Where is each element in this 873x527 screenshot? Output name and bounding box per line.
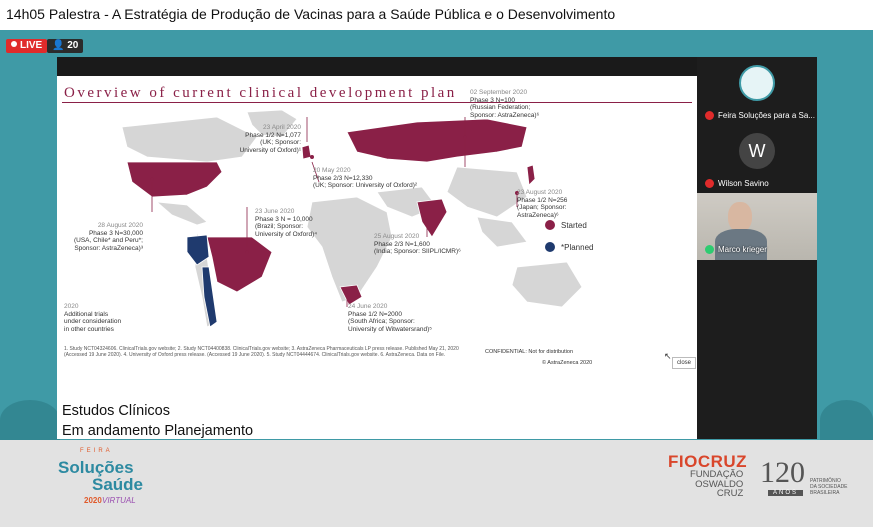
annotation-line: Phase 2/3 N=12,330	[313, 174, 373, 182]
live-dot-icon	[11, 41, 17, 47]
feira-title-2: Saúde	[92, 475, 144, 494]
planned-swatch-icon	[545, 242, 555, 252]
annotation-line: AstraZeneca)⁶	[517, 211, 559, 219]
feira-title-1: Soluções	[58, 458, 134, 477]
fundacao-line: CRUZ	[716, 488, 744, 499]
window-title: 14h05 Palestra - A Estratégia de Produção de Vacinas para a Saúde Pública e o Desenvolvimento	[6, 6, 616, 22]
annotation-date: 23 June 2020	[255, 208, 295, 215]
copyright-note: © AstraZeneca 2020	[542, 360, 593, 366]
annotation-line: (USA, Chile* and Peru*;	[73, 237, 143, 244]
annotation-line: Phase 3 N=100	[470, 96, 515, 104]
participant-name	[705, 179, 769, 188]
annotation-line: Phase 1/2 N=2000	[348, 310, 403, 318]
caption-line-1: Estudos Clínicos	[62, 403, 170, 419]
title-rule	[62, 102, 692, 103]
annotation-line: (UK; Sponsor: University of Oxford)²	[313, 182, 418, 189]
background-decoration	[0, 400, 60, 440]
annotation-line: (Russian Federation;	[470, 104, 531, 111]
annotation-line: Phase 3 N = 10,000	[255, 215, 313, 223]
feira-virtual: VIRTUAL	[102, 496, 136, 505]
fundacao-text	[690, 470, 743, 499]
japan	[527, 165, 535, 185]
legend-label: Started	[561, 221, 587, 230]
brazil	[207, 237, 272, 292]
legend-label: *Planned	[561, 243, 594, 252]
slide-title: Overview of current clinical development plan	[64, 85, 457, 101]
live-label: LIVE	[20, 40, 43, 51]
participant-tile[interactable]	[697, 125, 817, 193]
fundacao-line: FUNDAÇÃO	[690, 469, 744, 480]
annotation-date: 20 May 2020	[313, 167, 351, 174]
anos-label: ANOS	[768, 490, 803, 496]
participant-video[interactable]	[697, 193, 817, 260]
mic-active-icon	[705, 245, 714, 254]
anos-number: 120	[760, 456, 805, 489]
share-topbar	[57, 57, 697, 76]
window-titlebar	[0, 0, 873, 30]
russia	[347, 119, 527, 162]
caption-line-2: Em andamento Planejamento	[62, 423, 254, 439]
annotation-line: in other countries	[64, 325, 114, 333]
annotation-line: Phase 3 N=30,000	[88, 229, 143, 237]
person-head	[728, 202, 752, 232]
annotation-date: 28 August 2020	[97, 222, 143, 229]
annotation-india	[374, 233, 461, 256]
annotation-line: (South Africa; Sponsor:	[348, 318, 415, 325]
mouse-cursor-icon: ↖	[664, 351, 672, 361]
annotation-japan	[517, 189, 567, 219]
mic-muted-icon	[705, 179, 714, 188]
close-button[interactable]: close	[672, 357, 696, 369]
participant-name	[705, 111, 815, 120]
chile	[202, 267, 217, 327]
map-legend	[545, 220, 593, 264]
annotation-date: 25 August 2020	[374, 233, 420, 240]
annotation-uk-2	[313, 167, 417, 190]
legend-planned	[545, 242, 593, 264]
participant-label: Marco krieger	[718, 245, 767, 254]
fundacao-line: OSWALDO	[695, 478, 744, 490]
patrimonio-line: DA SOCIEDADE	[810, 484, 848, 490]
participant-label: Wilson Savino	[718, 179, 769, 188]
fiocruz-logo: FIOCRUZ	[668, 452, 748, 471]
annotation-line: University of Witwatersrand)⁵	[348, 325, 432, 333]
started-swatch-icon	[545, 220, 555, 230]
viewer-count-badge	[47, 39, 83, 53]
annotation-date: 2020	[64, 303, 79, 310]
annotation-line: University of Oxford)¹	[239, 146, 301, 154]
annotation-date: 02 September 2020	[470, 89, 528, 96]
annotation-brazil	[255, 208, 317, 238]
participant-label: Feira Soluções para a Sa...	[718, 111, 815, 120]
screen-share	[57, 57, 697, 439]
annotation-line: Phase 2/3 N=1,600	[374, 240, 430, 248]
annotation-line: (Brazil; Sponsor:	[255, 223, 304, 230]
annotation-line: Phase 1/2 N=256	[517, 196, 568, 204]
south-east-asia	[477, 217, 527, 247]
australia	[512, 262, 582, 307]
annotation-date: 24 June 2020	[348, 303, 388, 310]
annotation-other	[64, 303, 121, 333]
mic-muted-icon	[705, 111, 714, 120]
annotation-line: Sponsor: AstraZeneca)⁶	[470, 111, 540, 119]
live-badge	[6, 39, 47, 53]
central-america	[157, 202, 207, 225]
annotation-line: (UK; Sponsor:	[260, 139, 301, 146]
annotation-date: 23 August 2020	[517, 189, 563, 196]
video-stage	[0, 30, 873, 440]
annotation-line: University of Oxford)⁴	[255, 230, 318, 238]
avatar	[739, 65, 775, 101]
confidential-note: CONFIDENTIAL: Not for distribution	[485, 349, 574, 355]
feira-small-label: FEIRA	[80, 448, 113, 454]
legend-started	[545, 220, 593, 242]
annotation-russia	[470, 89, 539, 119]
usa	[127, 162, 222, 197]
annotation-south-africa	[348, 303, 432, 333]
patrimonio-text	[810, 478, 848, 496]
annotation-date: 23 April 2020	[263, 124, 301, 131]
patrimonio-line: BRASILEIRA	[810, 490, 840, 496]
viewer-count: 20	[67, 40, 79, 51]
annotation-line: under consideration	[64, 318, 122, 325]
annotation-line: (Japan; Sponsor:	[517, 204, 567, 211]
india	[417, 199, 447, 237]
annotation-line: Phase 1/2 N=1,077	[245, 131, 301, 139]
annotation-line: Additional trials	[64, 310, 109, 318]
avatar: W	[739, 133, 775, 169]
annotation-uk-1	[233, 124, 301, 154]
annotation-usa	[65, 222, 143, 252]
participant-tile[interactable]	[697, 57, 817, 125]
asia	[447, 167, 527, 217]
patrimonio-line: PATRIMÔNIO	[810, 478, 841, 484]
event-banner	[0, 440, 873, 527]
slide-footnote: 1. Study NCT04324606. ClinicalTrials.gov website; 2. Study NCT04400838. ClinicalTrials.gov website; 3. AstraZeneca Pharmaceuticals LP press release. Published May 21, 2020 (Accessed 19 June 2020). 4. University of Oxford press release. (Accessed 19 June 2020). 5. Study NCT04444674. ClinicalTrials.gov website. 6. AstraZeneca. Data on File.	[64, 346, 459, 358]
participant-name	[705, 245, 767, 254]
annotation-line: Sponsor: AstraZeneca)³	[74, 244, 143, 252]
participants-panel	[697, 57, 817, 439]
annotation-line: (India; Sponsor: SIIPL/ICMR)⁶	[374, 248, 461, 255]
feira-year: 2020	[84, 496, 102, 505]
background-decoration	[820, 400, 873, 440]
person-icon: 👤	[52, 40, 65, 51]
feira-logo	[40, 448, 160, 514]
